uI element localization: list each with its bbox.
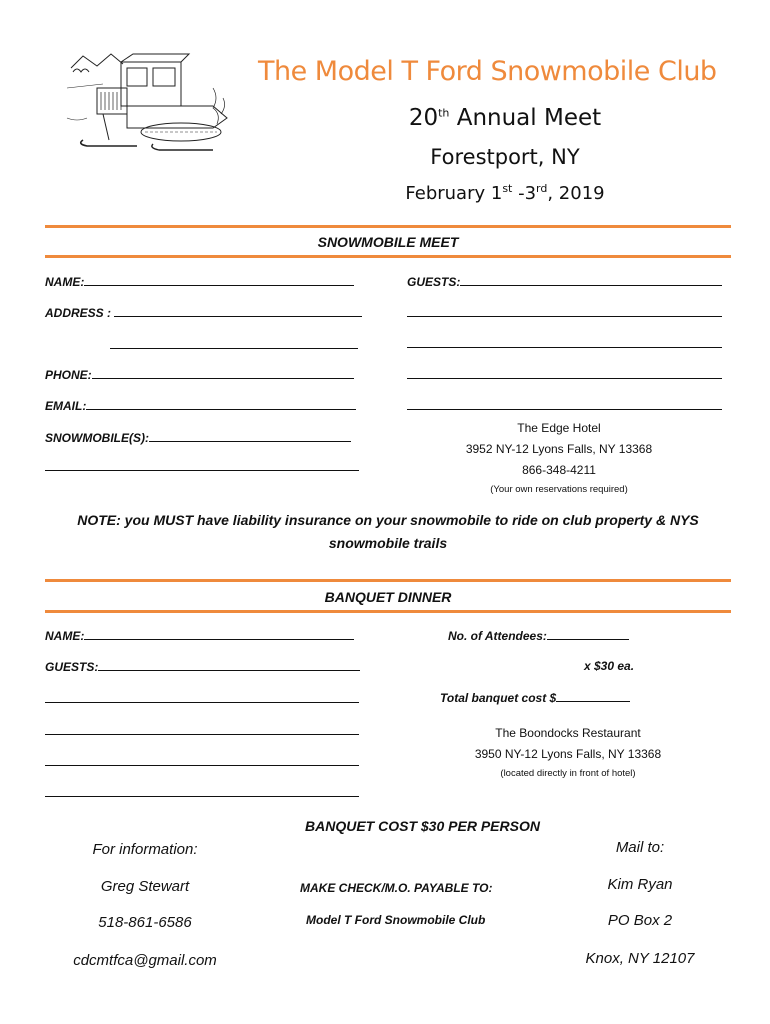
attendees-label: No. of Attendees: [448,629,547,643]
meet-guests-line-4[interactable] [407,378,722,379]
banquet-guests-line-2[interactable] [45,702,359,703]
meet-phone-field[interactable] [45,367,354,382]
banquet-dinner-title: BANQUET DINNER [324,589,452,605]
banquet-guests-line-4[interactable] [45,765,359,766]
payee-name: Model T Ford Snowmobile Club [306,913,486,927]
meet-address-line-2[interactable] [110,348,358,349]
date-start: February 1 [405,183,503,204]
date-year: , 2019 [547,183,605,204]
mail-heading: Mail to: [615,839,665,856]
meet-snowmobiles-line-2[interactable] [45,470,359,471]
date-end-suffix: rd [536,182,548,195]
meet-snowmobiles-label: SNOWMOBILE(S): [45,431,149,445]
hotel-name: The Edge Hotel [517,421,601,435]
banquet-cost-line: BANQUET COST $30 PER PERSON [305,818,540,834]
meet-name-label: NAME: [45,275,85,289]
mail-name: Kim Ryan [607,876,673,893]
total-cost-field[interactable] [440,690,630,705]
banquet-guests-label: GUESTS: [45,660,99,674]
hotel-address: 3952 NY-12 Lyons Falls, NY 13368 [465,442,653,456]
restaurant-address: 3950 NY-12 Lyons Falls, NY 13368 [474,747,662,761]
meet-suffix: th [438,106,450,120]
banquet-guests-line-3[interactable] [45,734,359,735]
location-heading: Forestport, NY [430,145,580,169]
total-cost-label: Total banquet cost $ [440,691,557,705]
banquet-divider-top [45,579,731,582]
meet-address-field[interactable] [45,305,362,320]
section-divider-bottom [45,255,731,258]
attendees-field[interactable] [448,628,629,643]
meet-guests-line-5[interactable] [407,409,722,410]
mail-po-box: PO Box 2 [607,912,673,929]
club-name-heading: The Model T Ford Snowmobile Club [258,56,717,87]
price-each: x $30 ea. [584,659,635,673]
meet-phone-label: PHONE: [45,368,92,382]
restaurant-location-note: (located directly in front of hotel) [500,768,636,779]
meet-title [380,105,630,131]
restaurant-name: The Boondocks Restaurant [495,726,641,740]
section-divider-top [45,225,731,228]
meet-snowmobiles-field[interactable] [45,430,351,445]
meet-number: 20 [408,105,439,131]
insurance-note: NOTE: you MUST have liability insurance on your snowmobile to ride on club property & NYS snowmobile trails [77,512,699,551]
meet-guests-label: GUESTS: [407,275,461,289]
banquet-guests-line-5[interactable] [45,796,359,797]
info-heading: For information: [92,841,198,858]
info-email[interactable]: cdcmtfca@gmail.com [73,952,217,969]
snowmobile-meet-title: SNOWMOBILE MEET [317,234,459,250]
payable-label: MAKE CHECK/M.O. PAYABLE TO: [300,881,493,895]
meet-guests-line-3[interactable] [407,347,722,348]
date-end: -3 [512,183,537,204]
banquet-name-field[interactable] [45,628,354,643]
meet-label: Annual Meet [456,105,602,131]
banquet-guests-field[interactable] [45,659,360,674]
event-dates [380,182,630,204]
mail-city: Knox, NY 12107 [585,950,695,967]
info-phone: 518-861-6586 [98,914,192,931]
date-start-suffix: st [502,182,513,195]
meet-email-label: EMAIL: [45,399,87,413]
banquet-name-label: NAME: [45,629,85,643]
banquet-divider-bottom [45,610,731,613]
hotel-reservation-note: (Your own reservations required) [490,484,628,495]
meet-guests-line-2[interactable] [407,316,722,317]
meet-email-field[interactable] [45,398,356,413]
meet-name-field[interactable] [45,274,354,289]
hotel-phone: 866-348-4211 [522,463,596,477]
meet-guests-field[interactable] [407,274,722,289]
meet-address-label: ADDRESS : [45,306,112,320]
info-contact-name: Greg Stewart [100,878,190,895]
model-t-snowmobile-illustration-icon [63,48,241,158]
